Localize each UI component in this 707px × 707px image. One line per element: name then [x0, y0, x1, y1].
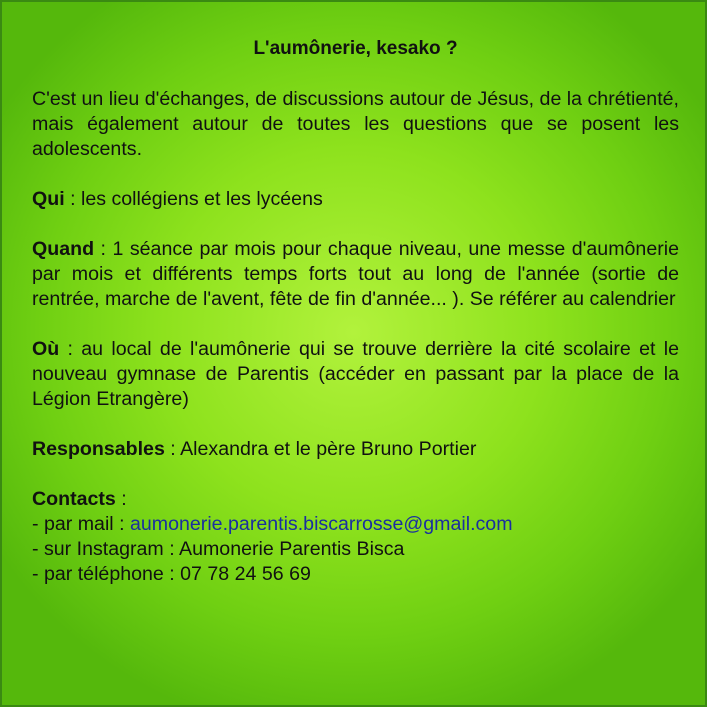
- responsables-paragraph: [32, 437, 679, 462]
- contact-instagram-prefix: - sur Instagram :: [32, 538, 180, 560]
- contact-phone-line: [32, 562, 679, 587]
- contacts-suffix: :: [115, 488, 127, 510]
- responsables-text: : Alexandra et le père Bruno Portier: [164, 438, 477, 460]
- contact-phone-prefix: - par téléphone :: [32, 563, 181, 585]
- quand-label: Quand: [32, 238, 95, 260]
- contacts-label: Contacts: [32, 488, 116, 510]
- qui-paragraph: [32, 187, 679, 212]
- quand-paragraph: [32, 237, 679, 312]
- qui-label: Qui: [32, 188, 65, 210]
- contact-email-link[interactable]: aumonerie.parentis.biscarrosse@gmail.com: [130, 513, 513, 535]
- contacts-section: [32, 487, 679, 587]
- ou-paragraph: [32, 337, 679, 412]
- contact-mail-prefix: - par mail :: [32, 513, 130, 535]
- ou-text: : au local de l'aumônerie qui se trouve derrière la cité scolaire et le nouveau gymnase de Parentis (accéder en passant par la place de la Légion Etrangère): [32, 338, 679, 410]
- contact-instagram-line: [32, 537, 679, 562]
- content-body: [32, 87, 679, 587]
- intro-paragraph: C'est un lieu d'échanges, de discussions autour de Jésus, de la chrétienté, mais également autour de toutes les questions que se posent les adolescents.: [32, 88, 679, 160]
- contacts-heading: [32, 487, 679, 512]
- contact-instagram-handle: Aumonerie Parentis Bisca: [179, 538, 405, 560]
- contact-phone-number: 07 78 24 56 69: [180, 563, 311, 585]
- ou-label: Où: [32, 338, 60, 360]
- page-title: L'aumônerie, kesako ?: [253, 38, 458, 59]
- responsables-label: Responsables: [32, 438, 165, 460]
- qui-text: : les collégiens et les lycéens: [64, 188, 323, 210]
- contact-mail-line: [32, 512, 679, 537]
- quand-text: : 1 séance par mois pour chaque niveau, une messe d'aumônerie par mois et différents temps forts tout au long de l'année (sortie de rentrée, marche de l'avent, fête de fin d'année... ). Se référer au calendrier: [32, 238, 679, 310]
